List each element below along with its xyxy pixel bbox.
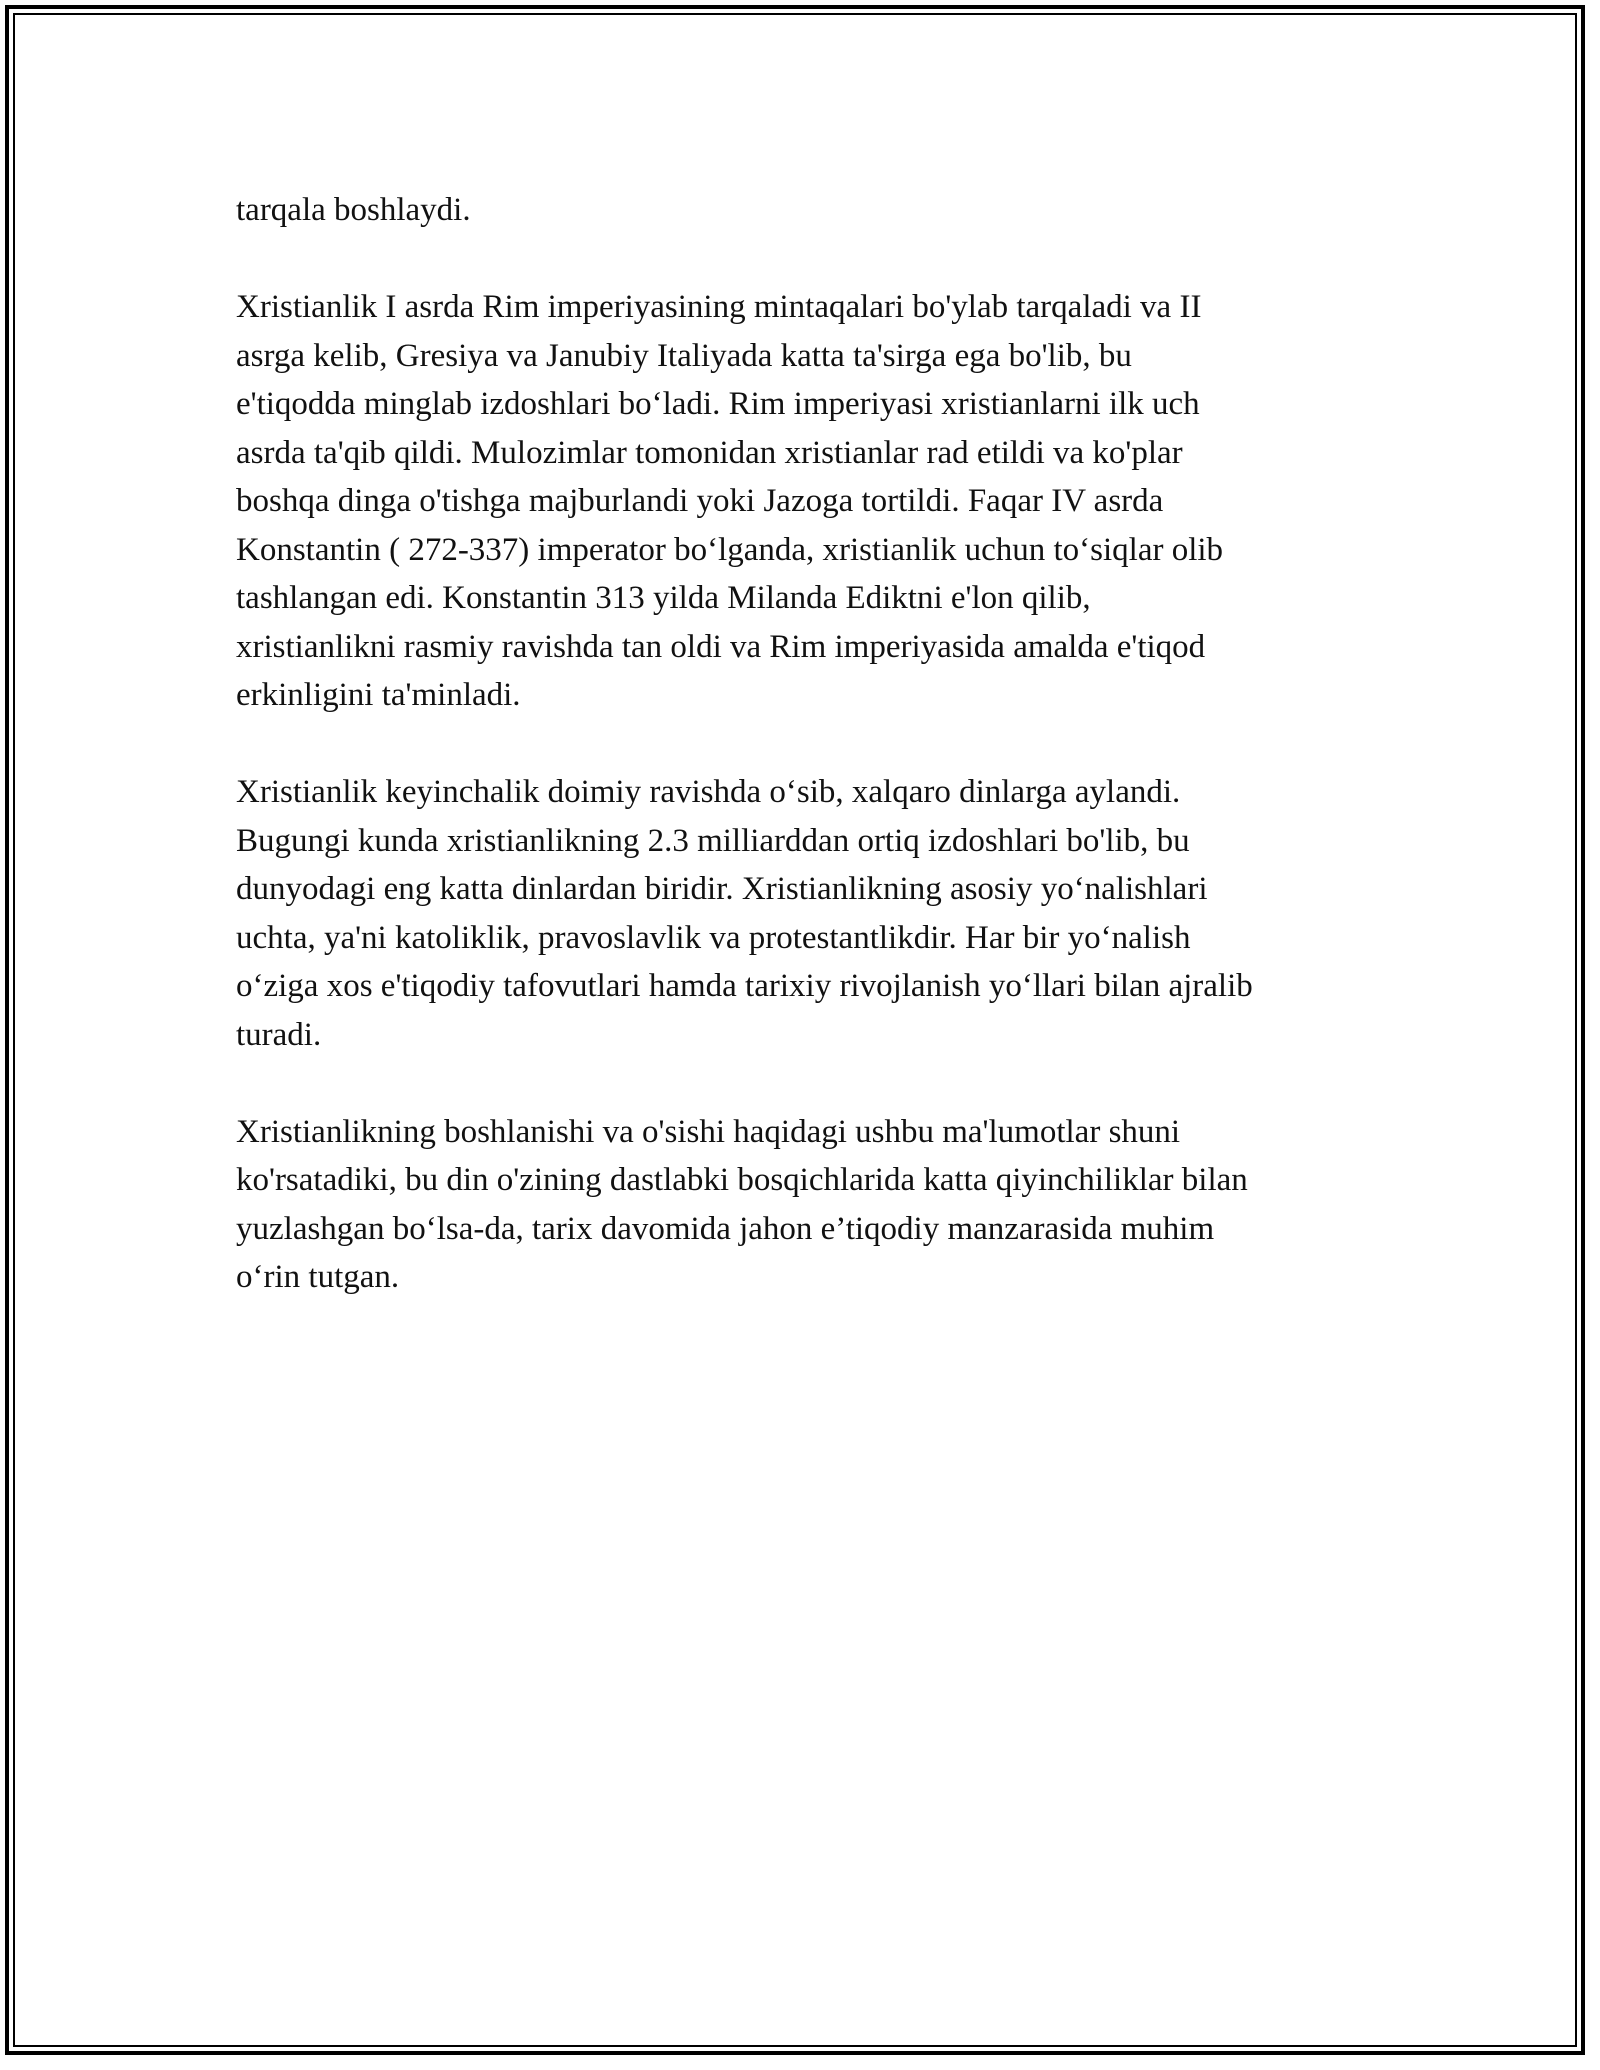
text-line: o‘rin tutgan. [236, 1259, 400, 1295]
text-line: asrga kelib, Gresiya va Janubiy Italiyada katta ta'sirga ega bo'lib, bu [236, 337, 1132, 374]
paragraph-3 [236, 768, 1396, 1059]
text-line: xristianlikni rasmiy ravishda tan oldi va Rim imperiyasida amalda e'tiqod [236, 628, 1206, 665]
text-line: Konstantin ( 272-337) imperator bo‘lganda, xristianlik uchun to‘siqlar olib [236, 531, 1224, 568]
text-line: boshqa dinga o'tishga majburlandi yoki Jazoga tortildi. Faqar IV asrda [236, 483, 1164, 519]
text-line: erkinligini ta'minladi. [236, 677, 521, 713]
text-line: Xristianlik I asrda Rim imperiyasining mintaqalari bo'ylab tarqaladi va II [236, 289, 1202, 325]
text-line: turadi. [236, 1016, 322, 1053]
text-line: e'tiqodda minglab izdoshlari bo‘ladi. Rim imperiyasi xristianlarni ilk uch [236, 386, 1200, 422]
document-body [236, 186, 1396, 1302]
text-line: Xristianlik keyinchalik doimiy ravishda o‘sib, xalqaro dinlarga aylandi. [236, 774, 1181, 810]
paragraph-1 [236, 186, 1396, 235]
text-line: tashlangan edi. Konstantin 313 yilda Milanda Ediktni e'lon qilib, [236, 580, 1091, 616]
text-line: tarqala boshlaydi. [236, 192, 471, 228]
text-line: o‘ziga xos e'tiqodiy tafovutlari hamda tarixiy rivojlanish yo‘llari bilan ajralib [236, 968, 1253, 1004]
text-line: dunyodagi eng katta dinlardan biridir. Xristianlikning asosiy yo‘nalishlari [236, 871, 1208, 907]
text-line: yuzlashgan bo‘lsa-da, tarix davomida jahon e’tiqodiy manzarasida muhim [236, 1210, 1215, 1247]
text-line: Xristianlikning boshlanishi va o'sishi haqidagi ushbu ma'lumotlar shuni [236, 1113, 1181, 1150]
text-line: uchta, ya'ni katoliklik, pravoslavlik va protestantlikdir. Har bir yo‘nalish [236, 919, 1191, 956]
paragraph-2 [236, 283, 1396, 720]
text-line: Bugungi kunda xristianlikning 2.3 milliarddan ortiq izdoshlari bo'lib, bu [236, 822, 1190, 859]
paragraph-4 [236, 1108, 1396, 1302]
text-line: ko'rsatadiki, bu din o'zining dastlabki bosqichlarida katta qiyinchiliklar bilan [236, 1162, 1248, 1198]
text-line: asrda ta'qib qildi. Mulozimlar tomonidan xristianlar rad etildi va ko'plar [236, 434, 1183, 471]
